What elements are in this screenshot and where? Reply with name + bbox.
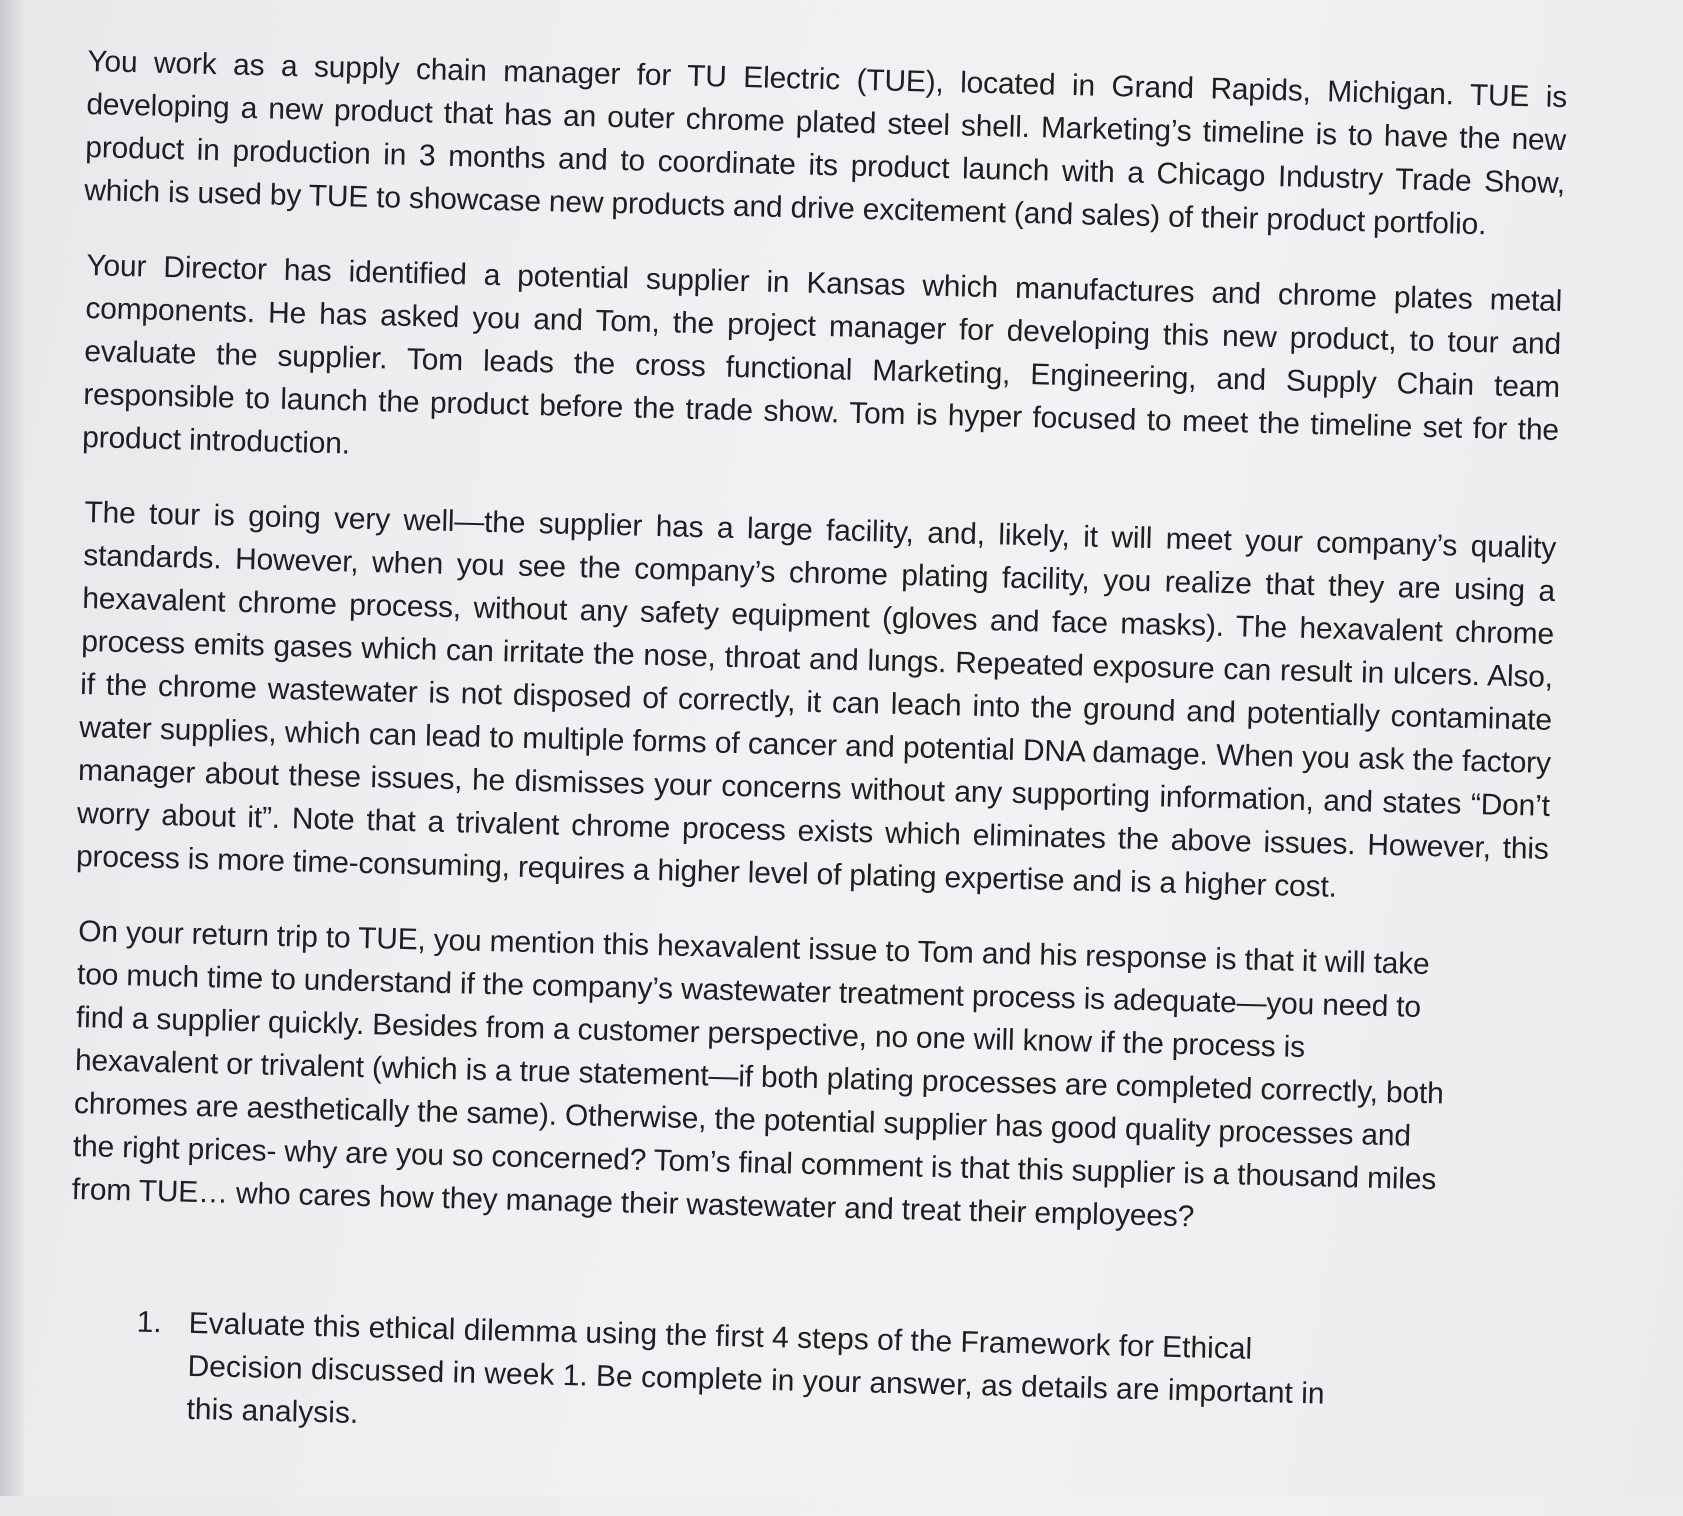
- question-number: 1.: [136, 1305, 163, 1340]
- document-page: [53, 40, 1568, 1516]
- paragraph-return-trip: On your return trip to TUE, you mention this hexavalent issue to Tom and his response is that it will take too much time to understand if the company’s wastewater treatment process is adequate—you need to find a supplier quickly. Besides from a customer perspective, no one will know if the process is hexavalent or trivalent (which is a true statement—if both plating processes are completed correctly, both chromes are aesthetically the same). Otherwise, the potential supplier has good quality processes and the right prices- why are you so concerned? Tom’s final comment is that this supplier is a thousand miles from TUE… who cares how they manage their wastewater and treat their employees?: [71, 915, 1444, 1234]
- paragraph-tour: The tour is going very well—the supplier has a large facility, and, likely, it will meet your company’s quality standards. However, when you see the company’s chrome plating facility, you realize that they are using a hexavalent chrome process, without any safety equipment (gloves and face masks). The hexavalent chrome process emits gases which can irritate the nose, throat and lungs. Repeated exposure can result in ulcers. Also, if the chrome wastewater is not disposed of correctly, it can leach into the ground and potentially contaminate water supplies, which can lead to multiple forms of cancer and potential DNA damage. When you ask the factory manager about these issues, he dismisses your concerns without any supporting information, and states “Don’t worry about it”. Note that a trivalent chrome process exists which eliminates the above issues. However, this process is more time-consuming, requires a higher level of plating expertise and is a higher cost.: [75, 496, 1557, 904]
- paragraph-director: Your Director has identified a potential supplier in Kansas which manufactures and chrome plates metal components. He has asked you and Tom, the project manager for developing this new product, to tour and evaluate the supplier. Tom leads the cross functional Marketing, Engineering, and Supply Chain team responsible to launch the product before the trade show. Tom is hyper focused to meet the timeline set for the product introduction.: [81, 249, 1563, 461]
- question-list: [134, 1301, 1337, 1459]
- monitor-edge: [0, 0, 24, 1496]
- question-item: [134, 1301, 1337, 1459]
- question-text: Evaluate this ethical dilemma using the first 4 steps of the Framework for Ethical Decision discussed in week 1. Be complete in your answer, as details are important in this analysis.: [186, 1306, 1325, 1431]
- paragraph-intro: You work as a supply chain manager for TU Electric (TUE), located in Grand Rapids, Michigan. TUE is developing a new product that has an outer chrome plated steel shell. Marketing’s timeline is to have the new product in production in 3 months and to coordinate its product launch with a Chicago Industry Trade Show, which is used by TUE to showcase new products and drive excitement (and sales) of their product portfolio.: [83, 44, 1568, 242]
